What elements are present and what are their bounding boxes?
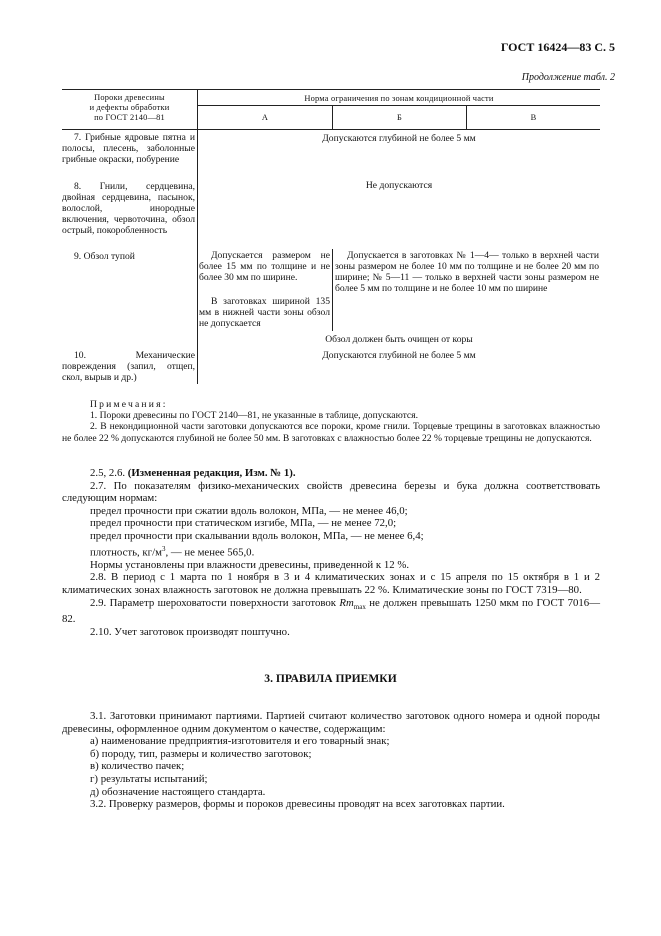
paragraph-3-2: 3.2. Проверку размеров, формы и пороков древесины проводят на всех заготовках партии. [90,798,505,811]
col-header-zone-a: А [261,113,269,122]
col-header-defects: Пороки древесины и дефекты обработки по ГОСТ 2140—81 [89,93,170,122]
table-top-rule [62,89,600,90]
strength-compression: предел прочности при сжатии вдоль волокон, МПа, — не менее 46,0; [90,504,408,517]
paragraph-2-5: 2.5, 2.6. (Измененная редакция, Изм. № 1). [90,467,296,479]
paragraph-2-10: 2.10. Учет заготовок производят поштучно. [90,625,290,638]
col-header-norm: Норма ограничения по зонам кондиционной части [304,94,494,103]
col-header-zone-c: В [530,113,537,122]
row-9-zone-a-text: Допускается размером не более 15 мм по толщине и не более 30 мм по ширине. [199,250,330,283]
note-2: 2. В некондиционной части заготовки допускаются все пороки, кроме гнили. Торцевые трещины в заготовках влажностью не более 22 % допускаются глубиной не более 50 мм. В заготовках с влажностью более 22 % торцевые трещины не допускаются. [62,421,600,444]
row-7-defect: 7. Грибные ядровые пятна и полосы, плесень, заболонные грибные окраски, побурение [62,132,195,165]
section-3-title: 3. ПРАВИЛА ПРИЕМКИ [264,672,397,685]
page-header: ГОСТ 16424—83 С. 5 [500,40,615,54]
paragraph-2-9: 2.9. Параметр шероховатости поверхности заготовок $Rm_{max}$ не должен превышать 1250 мкм по ГОСТ 7016—82. [62,596,601,626]
row-9-zone-a-exception: В заготовках шириной 135 мм в нижней части зоны обзол не допускается [199,296,330,329]
paragraph-3-1: 3.1. Заготовки принимают партиями. Партией считают количество заготовок одного номера и одной породы древесины, оформленное одним документом о качестве, содержащим: [62,710,600,735]
list-item-a: а) наименование предприятия-изготовителя и его товарный знак; [90,735,390,748]
list-item-v: в) количество пачек; [90,760,185,773]
row-8-value: Не допускаются [365,180,433,191]
strength-shear: предел прочности при скалывании вдоль волокон, МПа, — не менее 6,4; [90,529,424,542]
notes-heading: Примечания: [90,399,168,410]
section-3-text [62,710,600,811]
list-item-g: г) результаты испытаний; [90,772,208,785]
row-7-value: Допускаются глубиной не более 5 мм [322,133,476,144]
section-2-text [62,467,600,638]
table-notes [62,399,600,444]
row-10-defect: 10. Механические повреждения (запил, отщеп, скол, вырыв и др.) [62,350,195,383]
list-item-b: б) породу, тип, размеры и количество заготовок; [90,747,312,760]
row-9-zone-bv-text: Допускается в заготовках № 1—4— только в верхней части зоны размером не более 10 мм по толщине и не более 20 мм по ширине; № 5—11 — только в верхней части зоны размером не более 5 мм по толщине и не более 10 мм по ширине [335,250,599,294]
humidity-line: Нормы установлены при влажности древесины, приведенной к 12 %. [90,558,410,571]
col-header-zone-b: Б [396,113,402,122]
paragraph-2-7: 2.7. По показателям физико-механических свойств древесина березы и бука должна соответствовать следующим нормам: [62,479,600,505]
list-item-d: д) обозначение настоящего стандарта. [90,785,266,798]
table-zone-a-divider-row9 [332,249,333,331]
table-continuation-label: Продолжение табл. 2 [521,72,615,83]
density-line: плотность, $кг/м^3$, — не менее 565,0. [90,544,255,559]
strength-bending: предел прочности при статическом изгибе, МПа, — не менее 72,0; [90,517,397,530]
row-10-value: Допускаются глубиной не более 5 мм [322,350,476,361]
row-9-defect: 9. Обзол тупой [74,251,135,262]
zone-header-rule [197,105,600,106]
row-9-note: Обзол должен быть очищен от коры [325,334,473,345]
table-header-bottom-rule [62,129,600,130]
row-8-defect: 8. Гнили, сердцевина, двойная сердцевина, пасынок, волослой, инородные включения, червоточина, обзол острый, покоробленность [62,181,195,236]
note-1: 1. Пороки древесины по ГОСТ 2140—81, не указанные в таблице, допускаются. [90,410,418,422]
paragraph-2-8: 2.8. В период с 1 марта по 1 ноября в 3 и 4 климатических зонах и с 15 апреля по 15 октября в 1 и 2 климатических зонах влажность заготовок не должна превышать 22 %. Климатические зоны по ГОСТ 7319—80. [62,571,600,596]
